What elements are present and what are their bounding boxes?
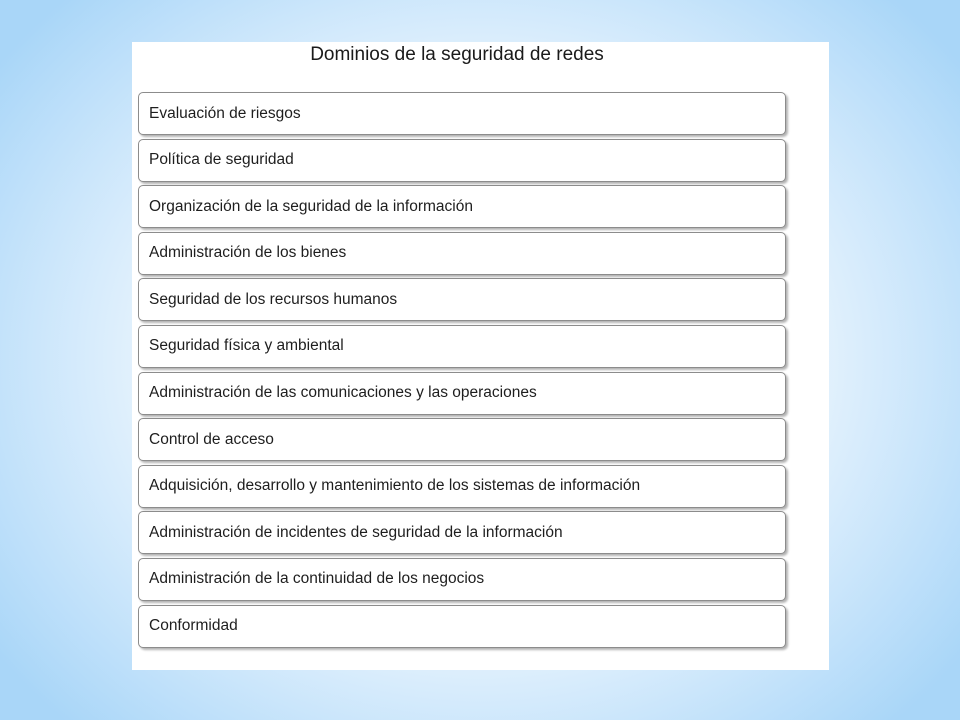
domain-item-communications-operations — [138, 372, 786, 415]
diagram-panel — [132, 42, 829, 670]
domain-item-label: Administración de incidentes de seguridad de la información — [149, 523, 563, 541]
domain-item-incident-management — [138, 511, 786, 554]
domain-item-label: Organización de la seguridad de la información — [149, 197, 473, 215]
domain-item-infosec-organization — [138, 185, 786, 228]
domain-item-label: Control de acceso — [149, 430, 274, 448]
domain-item-label: Seguridad de los recursos humanos — [149, 290, 398, 308]
domain-item-physical-environmental — [138, 325, 786, 368]
domain-item-compliance — [138, 605, 786, 648]
domain-item-label: Administración de las comunicaciones y las operaciones — [149, 384, 537, 402]
domain-item-risk-assessment — [138, 92, 786, 135]
domain-item-business-continuity — [138, 558, 786, 601]
domain-item-label: Evaluación de riesgos — [149, 104, 301, 122]
domain-item-access-control — [138, 418, 786, 461]
domain-item-human-resources — [138, 278, 786, 321]
domain-item-systems-acquisition — [138, 465, 786, 508]
domain-item-security-policy — [138, 139, 786, 182]
domain-item-asset-management — [138, 232, 786, 275]
domain-item-label: Seguridad física y ambiental — [149, 337, 344, 355]
diagram-title: Dominios de la seguridad de redes — [310, 44, 604, 65]
domain-item-label: Conformidad — [149, 617, 238, 635]
domain-list — [138, 92, 786, 651]
domain-item-label: Administración de la continuidad de los negocios — [149, 570, 485, 588]
domain-item-label: Administración de los bienes — [149, 244, 347, 262]
domain-item-label: Política de seguridad — [149, 151, 294, 169]
domain-item-label: Adquisición, desarrollo y mantenimiento de los sistemas de información — [149, 477, 641, 495]
